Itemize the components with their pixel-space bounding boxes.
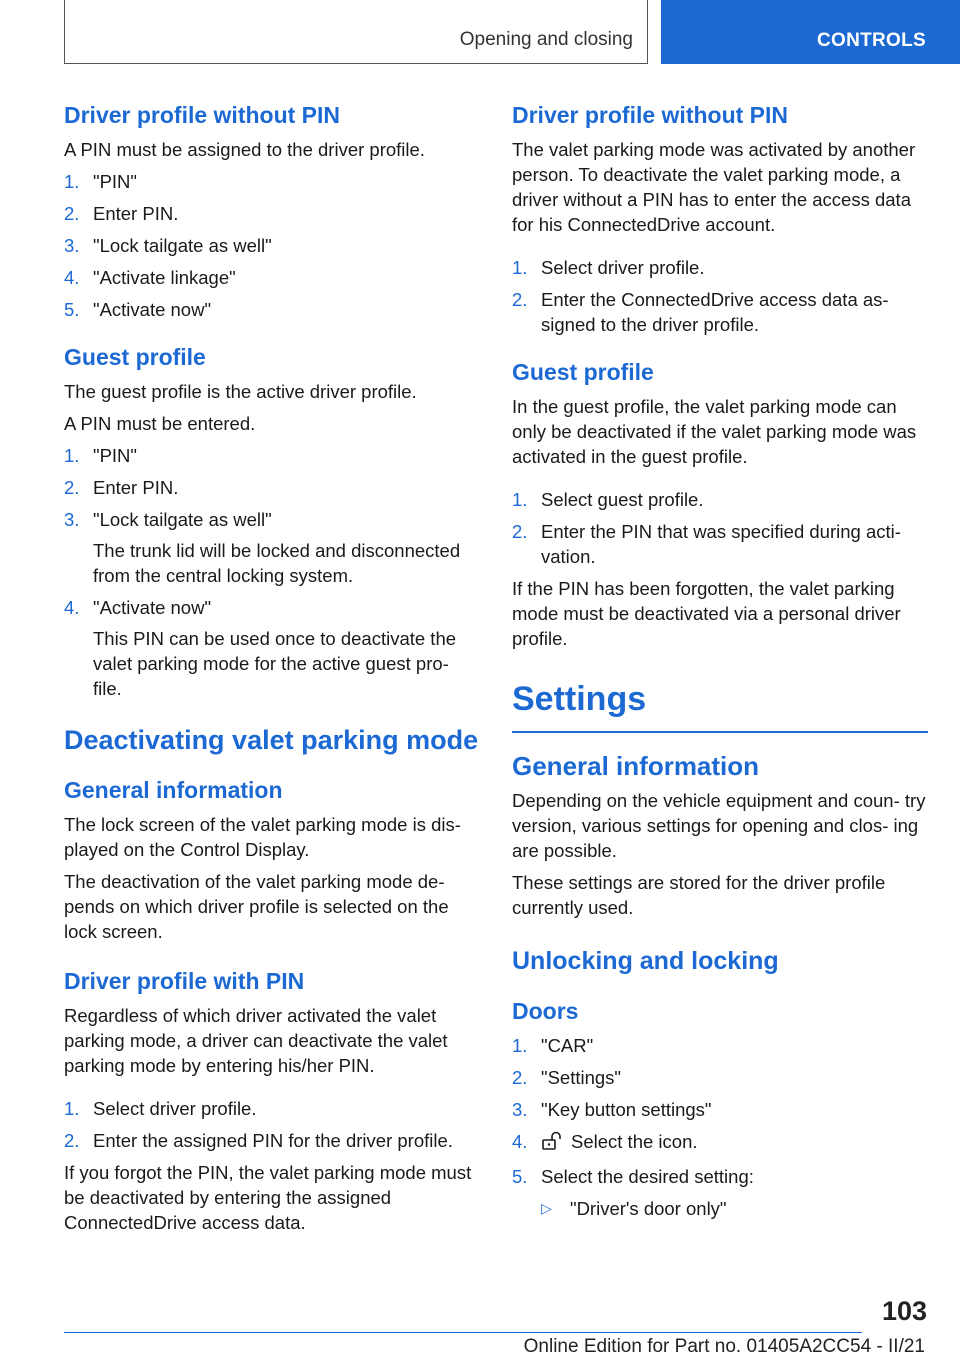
list-item: 4. "Activate now" This PIN can be used once to deactivate the valet parking mode for the active guest pro‐ file. bbox=[64, 595, 480, 701]
steps-list bbox=[512, 255, 928, 337]
paragraph: The valet parking mode was activated by another person. To deactivate the valet parking mode, a driver without a PIN has to enter the access data for his ConnectedDrive account. bbox=[512, 139, 916, 235]
right-column bbox=[512, 100, 928, 1228]
list-item: 2. Enter the ConnectedDrive access data as‐ signed to the driver profile. bbox=[512, 289, 889, 335]
heading-settings: Settings bbox=[512, 680, 647, 718]
step-note: This PIN can be used once to deactivate the valet parking mode for the active guest pro‐ file. bbox=[93, 628, 457, 699]
paragraph: Depending on the vehicle equipment and coun‐ try version, various settings for opening and clos‐ ing are possible. bbox=[512, 790, 926, 861]
paragraph: A PIN must be assigned to the driver profile. bbox=[64, 139, 425, 160]
list-item: 2. Enter the assigned PIN for the driver profile. bbox=[64, 1130, 453, 1151]
paragraph: If the PIN has been forgotten, the valet parking mode must be deactivated via a personal driver profile. bbox=[512, 578, 901, 649]
list-item: 5. Select the desired setting: ▷ "Driver's door only" bbox=[512, 1164, 928, 1221]
list-item: 2. Enter the PIN that was specified during acti‐ vation. bbox=[512, 521, 901, 567]
list-item: 3. "Key button settings" bbox=[512, 1099, 712, 1120]
list-item: 1. Select driver profile. bbox=[512, 257, 705, 278]
paragraph: These settings are stored for the driver profile currently used. bbox=[512, 872, 886, 918]
paragraph: Regardless of which driver activated the valet parking mode, a driver can deactivate the valet parking mode by entering his/her PIN. bbox=[64, 1005, 448, 1076]
heading-unlocking-and-locking: Unlocking and locking bbox=[512, 947, 779, 975]
heading-guest-profile: Guest profile bbox=[64, 344, 206, 370]
list-item: 1. "PIN" bbox=[64, 445, 137, 466]
steps-list bbox=[64, 443, 480, 701]
steps-list bbox=[64, 1096, 480, 1153]
heading-general-information: General information bbox=[64, 777, 283, 803]
list-item: 4. Select the icon. bbox=[512, 1129, 928, 1157]
paragraph: The guest profile is the active driver profile. bbox=[64, 381, 417, 402]
paragraph: The lock screen of the valet parking mode is dis‐ played on the Control Display. bbox=[64, 814, 461, 860]
list-item: 2. "Settings" bbox=[512, 1067, 621, 1088]
heading-guest-profile: Guest profile bbox=[512, 359, 654, 385]
paragraph: A PIN must be entered. bbox=[64, 413, 256, 434]
paragraph: The deactivation of the valet parking mode de‐ pends on which driver profile is selected on the lock screen. bbox=[64, 871, 449, 942]
chapter-tab bbox=[661, 0, 960, 64]
footer-divider bbox=[64, 1332, 862, 1333]
section-title: Opening and closing bbox=[459, 29, 633, 50]
heading-driver-profile-with-pin: Driver profile with PIN bbox=[64, 968, 305, 994]
list-item: 2. Enter PIN. bbox=[64, 477, 179, 498]
list-item: 1. "CAR" bbox=[512, 1035, 594, 1056]
heading-driver-profile-without-pin: Driver profile without PIN bbox=[64, 102, 341, 128]
section-title-box bbox=[64, 0, 648, 64]
heading-general-information: General information bbox=[512, 751, 760, 781]
steps-list bbox=[512, 487, 928, 569]
heading-driver-profile-without-pin: Driver profile without PIN bbox=[512, 102, 789, 128]
section-divider bbox=[512, 731, 928, 733]
list-item: 3. "Lock tailgate as well" The trunk lid will be locked and disconnected from the central locking system. bbox=[64, 507, 480, 588]
triangle-bullet-icon: ▷ bbox=[541, 1200, 552, 1216]
page-header bbox=[64, 0, 960, 66]
list-item: 1. Select guest profile. bbox=[512, 489, 704, 510]
paragraph: In the guest profile, the valet parking mode can only be deactivated if the valet parking mode was activated in the guest profile. bbox=[512, 396, 917, 467]
list-item: 2. Enter PIN. bbox=[64, 203, 179, 224]
list-item: 3. "Lock tailgate as well" bbox=[64, 235, 272, 256]
paragraph: If you forgot the PIN, the valet parking mode must be deactivated by entering the assigned ConnectedDrive access data. bbox=[64, 1162, 472, 1233]
unlock-icon bbox=[541, 1131, 563, 1157]
heading-doors: Doors bbox=[512, 998, 579, 1024]
sub-option-item: ▷ "Driver's door only" bbox=[541, 1198, 727, 1219]
sub-options bbox=[541, 1196, 928, 1221]
chapter-label: CONTROLS bbox=[816, 30, 926, 51]
list-item: 1. Select driver profile. bbox=[64, 1098, 257, 1119]
steps-list bbox=[64, 169, 480, 322]
edition-note: Online Edition for Part no. 01405A2CC54 - II/21 bbox=[523, 1336, 925, 1357]
list-item: 5. "Activate now" bbox=[64, 299, 212, 320]
step-note: The trunk lid will be locked and disconnected from the central locking system. bbox=[93, 540, 461, 586]
left-column bbox=[64, 100, 480, 1242]
heading-deactivating-valet-parking-mode: Deactivating valet parking mode bbox=[64, 725, 479, 755]
page-number: 103 bbox=[881, 1296, 927, 1326]
list-item: 4. "Activate linkage" bbox=[64, 267, 236, 288]
steps-list bbox=[512, 1033, 928, 1221]
list-item: 1. "PIN" bbox=[64, 171, 137, 192]
